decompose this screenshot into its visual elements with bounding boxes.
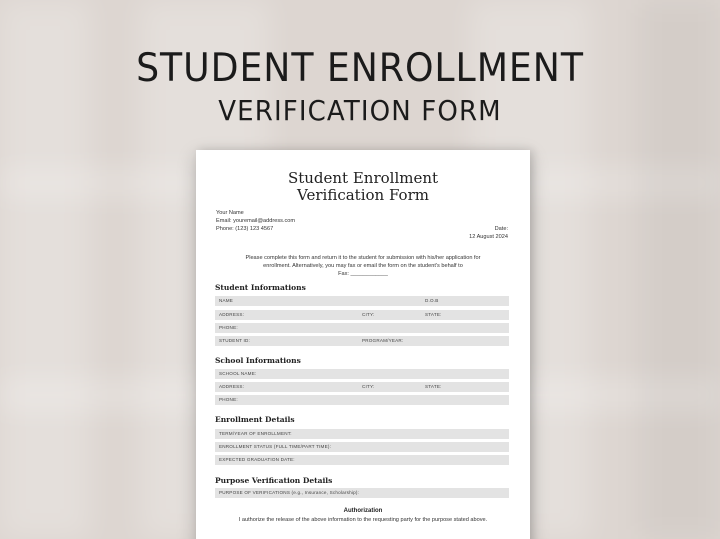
field-label: STATE: xyxy=(425,384,442,389)
field-row-graduation-date[interactable] xyxy=(215,455,509,465)
field-label: ADDRESS: xyxy=(219,384,245,389)
field-row-school-phone[interactable] xyxy=(215,395,509,405)
field-row-enrollment-status[interactable] xyxy=(215,442,509,452)
section-title-student: Student Informations xyxy=(215,283,306,292)
field-label: PHONE: xyxy=(219,325,238,330)
contact-name: Your Name xyxy=(216,210,244,216)
field-label: PHONE: xyxy=(219,397,238,402)
field-label: STUDENT ID: xyxy=(219,338,250,343)
field-label: PROGRAM/YEAR: xyxy=(362,338,404,343)
date-value: 12 August 2024 xyxy=(469,234,508,240)
date-label: Date: xyxy=(494,226,508,232)
field-row-enrollment-term[interactable] xyxy=(215,429,509,439)
field-row-student-phone[interactable] xyxy=(215,323,509,333)
field-label: D.O.B xyxy=(425,298,439,303)
section-title-enrollment: Enrollment Details xyxy=(215,415,295,424)
hero-title-line2: VERIFICATION FORM xyxy=(218,94,502,127)
field-row-school-name[interactable] xyxy=(215,369,509,379)
field-label: STATE: xyxy=(425,312,442,317)
field-label: CITY: xyxy=(362,312,375,317)
field-label: PURPOSE OF VERIFICATIONS (e.g., Insurance, Scholarship): xyxy=(219,490,360,495)
field-row-purpose[interactable] xyxy=(215,488,509,498)
field-label: EXPECTED GRADUATION DATE: xyxy=(219,457,295,462)
field-label: SCHOOL NAME: xyxy=(219,371,257,376)
contact-email: Email: youremail@address.com xyxy=(216,218,296,224)
date-block xyxy=(469,225,508,241)
authorization-title: Authorization xyxy=(343,508,383,514)
field-label: ADDRESS: xyxy=(219,312,245,317)
section-title-school: School Informations xyxy=(215,356,301,365)
contact-block xyxy=(216,209,295,233)
field-row-school-address[interactable] xyxy=(215,382,509,392)
field-row-student-name[interactable] xyxy=(215,296,509,306)
field-row-student-address[interactable] xyxy=(215,310,509,320)
field-label: CITY: xyxy=(362,384,375,389)
document-title-line2: Verification Form xyxy=(297,186,429,204)
field-label: NAME xyxy=(219,298,234,303)
authorization-text: I authorize the release of the above information to the requesting party for the purpose stated above. xyxy=(238,517,488,523)
section-title-purpose: Purpose Verification Details xyxy=(215,476,333,485)
instructions-fax: Fax: ____________ xyxy=(338,271,388,277)
contact-phone: Phone: (123) 123 4567 xyxy=(216,226,274,232)
hero-title-line1: STUDENT ENROLLMENT xyxy=(136,46,584,91)
field-label: ENROLLMENT STATUS (FULL TIME/PART TIME): xyxy=(219,444,332,449)
field-row-student-id[interactable] xyxy=(215,336,509,346)
form-document xyxy=(196,150,530,539)
instructions-line2: enrollment. Alternatively, you may fax or email the form on the student's behalf to xyxy=(263,263,463,269)
instructions xyxy=(224,254,502,278)
field-label: TERM/YEAR OF ENROLLMENT: xyxy=(219,431,292,436)
document-title-line1: Student Enrollment xyxy=(287,169,439,187)
instructions-line1: Please complete this form and return it to the student for submission with his/her application for xyxy=(245,255,481,261)
